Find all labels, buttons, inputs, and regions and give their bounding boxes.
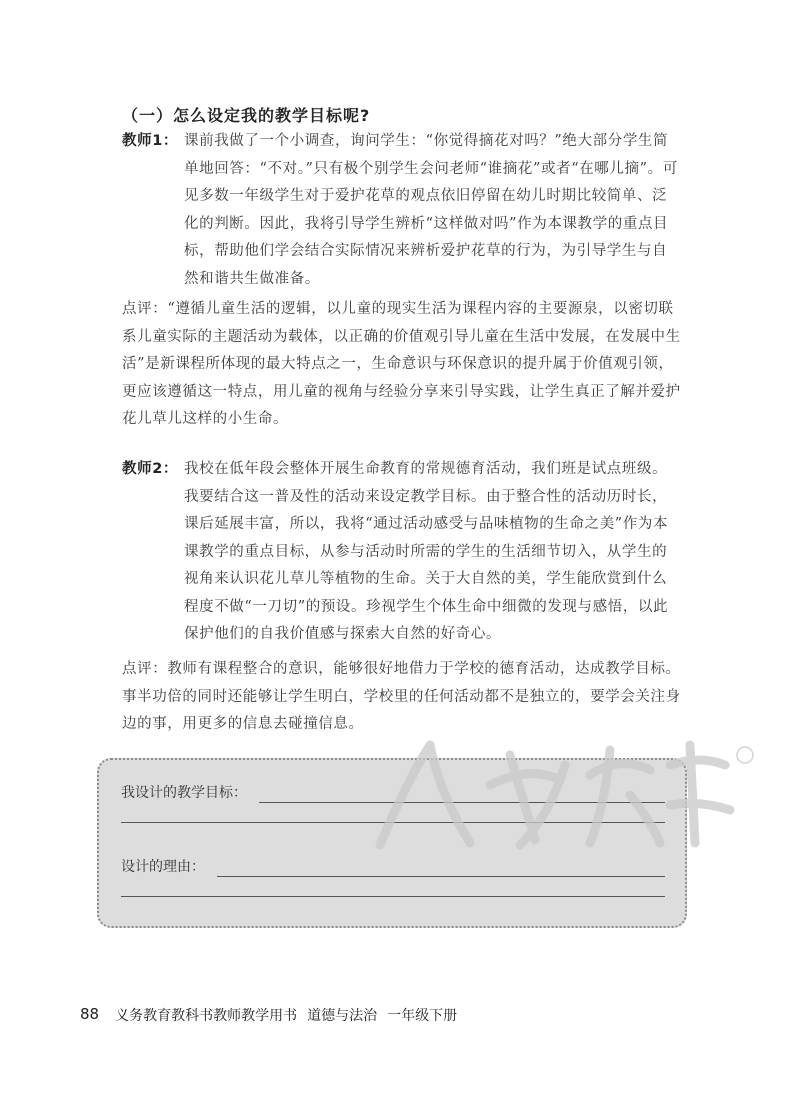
teacher1-paragraph xyxy=(122,128,682,293)
goal-row-2 xyxy=(121,822,665,832)
review1-paragraph xyxy=(122,296,682,434)
teacher1-label: 教师1： xyxy=(122,133,178,149)
reason-input-line-2[interactable] xyxy=(121,896,665,897)
goal-row xyxy=(121,782,665,804)
reason-row xyxy=(121,856,665,878)
teacher2-text: 我校在低年段会整体开展生命教育的常规德育活动，我们班是试点班级。我要结合这一普及性的活动来设定教学目标。由于整合性的活动历时长，课后延展丰富，所以，我将“通过活动感受与品味植物的生命之美”作为本课教学的重点目标，从参与活动时所需的学生的生活细节切入，从学生的视角来认识花儿草儿等植物的生命。关于大自然的美，学生能欣赏到什么程度不做“一刀切”的预设。珍视学生个体生命中细微的发现与感悟，以此保护他们的自我价值感与探索大自然的好奇心。 xyxy=(184,461,669,642)
section-heading: （一）怎么设定我的教学目标呢? xyxy=(122,106,371,125)
book-title: 义务教育教科书教师教学用书 xyxy=(115,1008,298,1024)
page-footer xyxy=(80,1005,457,1025)
review2-text: 教师有课程整合的意识，能够很好地借力于学校的德育活动，达成教学目标。事半功倍的同时还能够让学生明白，学校里的任何活动都不是独立的，要学会关注身边的事，用更多的信息去碰撞信息。 xyxy=(122,661,681,732)
review2-label: 点评： xyxy=(122,661,168,677)
teacher2-paragraph xyxy=(122,456,682,649)
design-worksheet-box xyxy=(97,758,687,928)
subject-name: 道德与法治 xyxy=(307,1008,378,1024)
reason-row-2 xyxy=(121,896,665,906)
reason-label: 设计的理由： xyxy=(121,859,205,875)
grade-label: 一年级下册 xyxy=(387,1008,458,1024)
goal-input-line-2[interactable] xyxy=(121,822,665,823)
review1-label: 点评： xyxy=(122,301,168,317)
review1-text: “遵循儿童生活的逻辑，以儿童的现实生活为课程内容的主要源泉，以密切联系儿童实际的主题活动为载体，以正确的价值观引导儿童在生活中发展，在发展中生活”是新课程所体现的最大特点之一，生命意识与环保意识的提升属于价值观引领，更应该遵循这一特点，用儿童的视角与经验分享来引导实践，让学生真正了解并爱护花儿草儿这样的小生命。 xyxy=(122,301,681,427)
reason-input-line-1[interactable] xyxy=(217,876,665,877)
teacher1-text: 课前我做了一个小调查，询问学生：“你觉得摘花对吗？”绝大部分学生简单地回答：“不对。”只有极个别学生会问老师“谁摘花”或者“在哪儿摘”。可见多数一年级学生对于爱护花草的观点依旧停留在幼儿时期比较简单、泛化的判断。因此，我将引导学生辨析“这样做对吗”作为本课教学的重点目标，帮助他们学会结合实际情况来辨析爱护花草的行为，为引导学生与自然和谐共生做准备。 xyxy=(184,133,678,287)
teacher2-label: 教师2： xyxy=(122,461,178,477)
page-number: 88 xyxy=(80,1005,100,1023)
goal-input-line-1[interactable] xyxy=(259,802,665,803)
review2-paragraph xyxy=(122,656,682,739)
goal-label: 我设计的教学目标： xyxy=(121,785,247,801)
